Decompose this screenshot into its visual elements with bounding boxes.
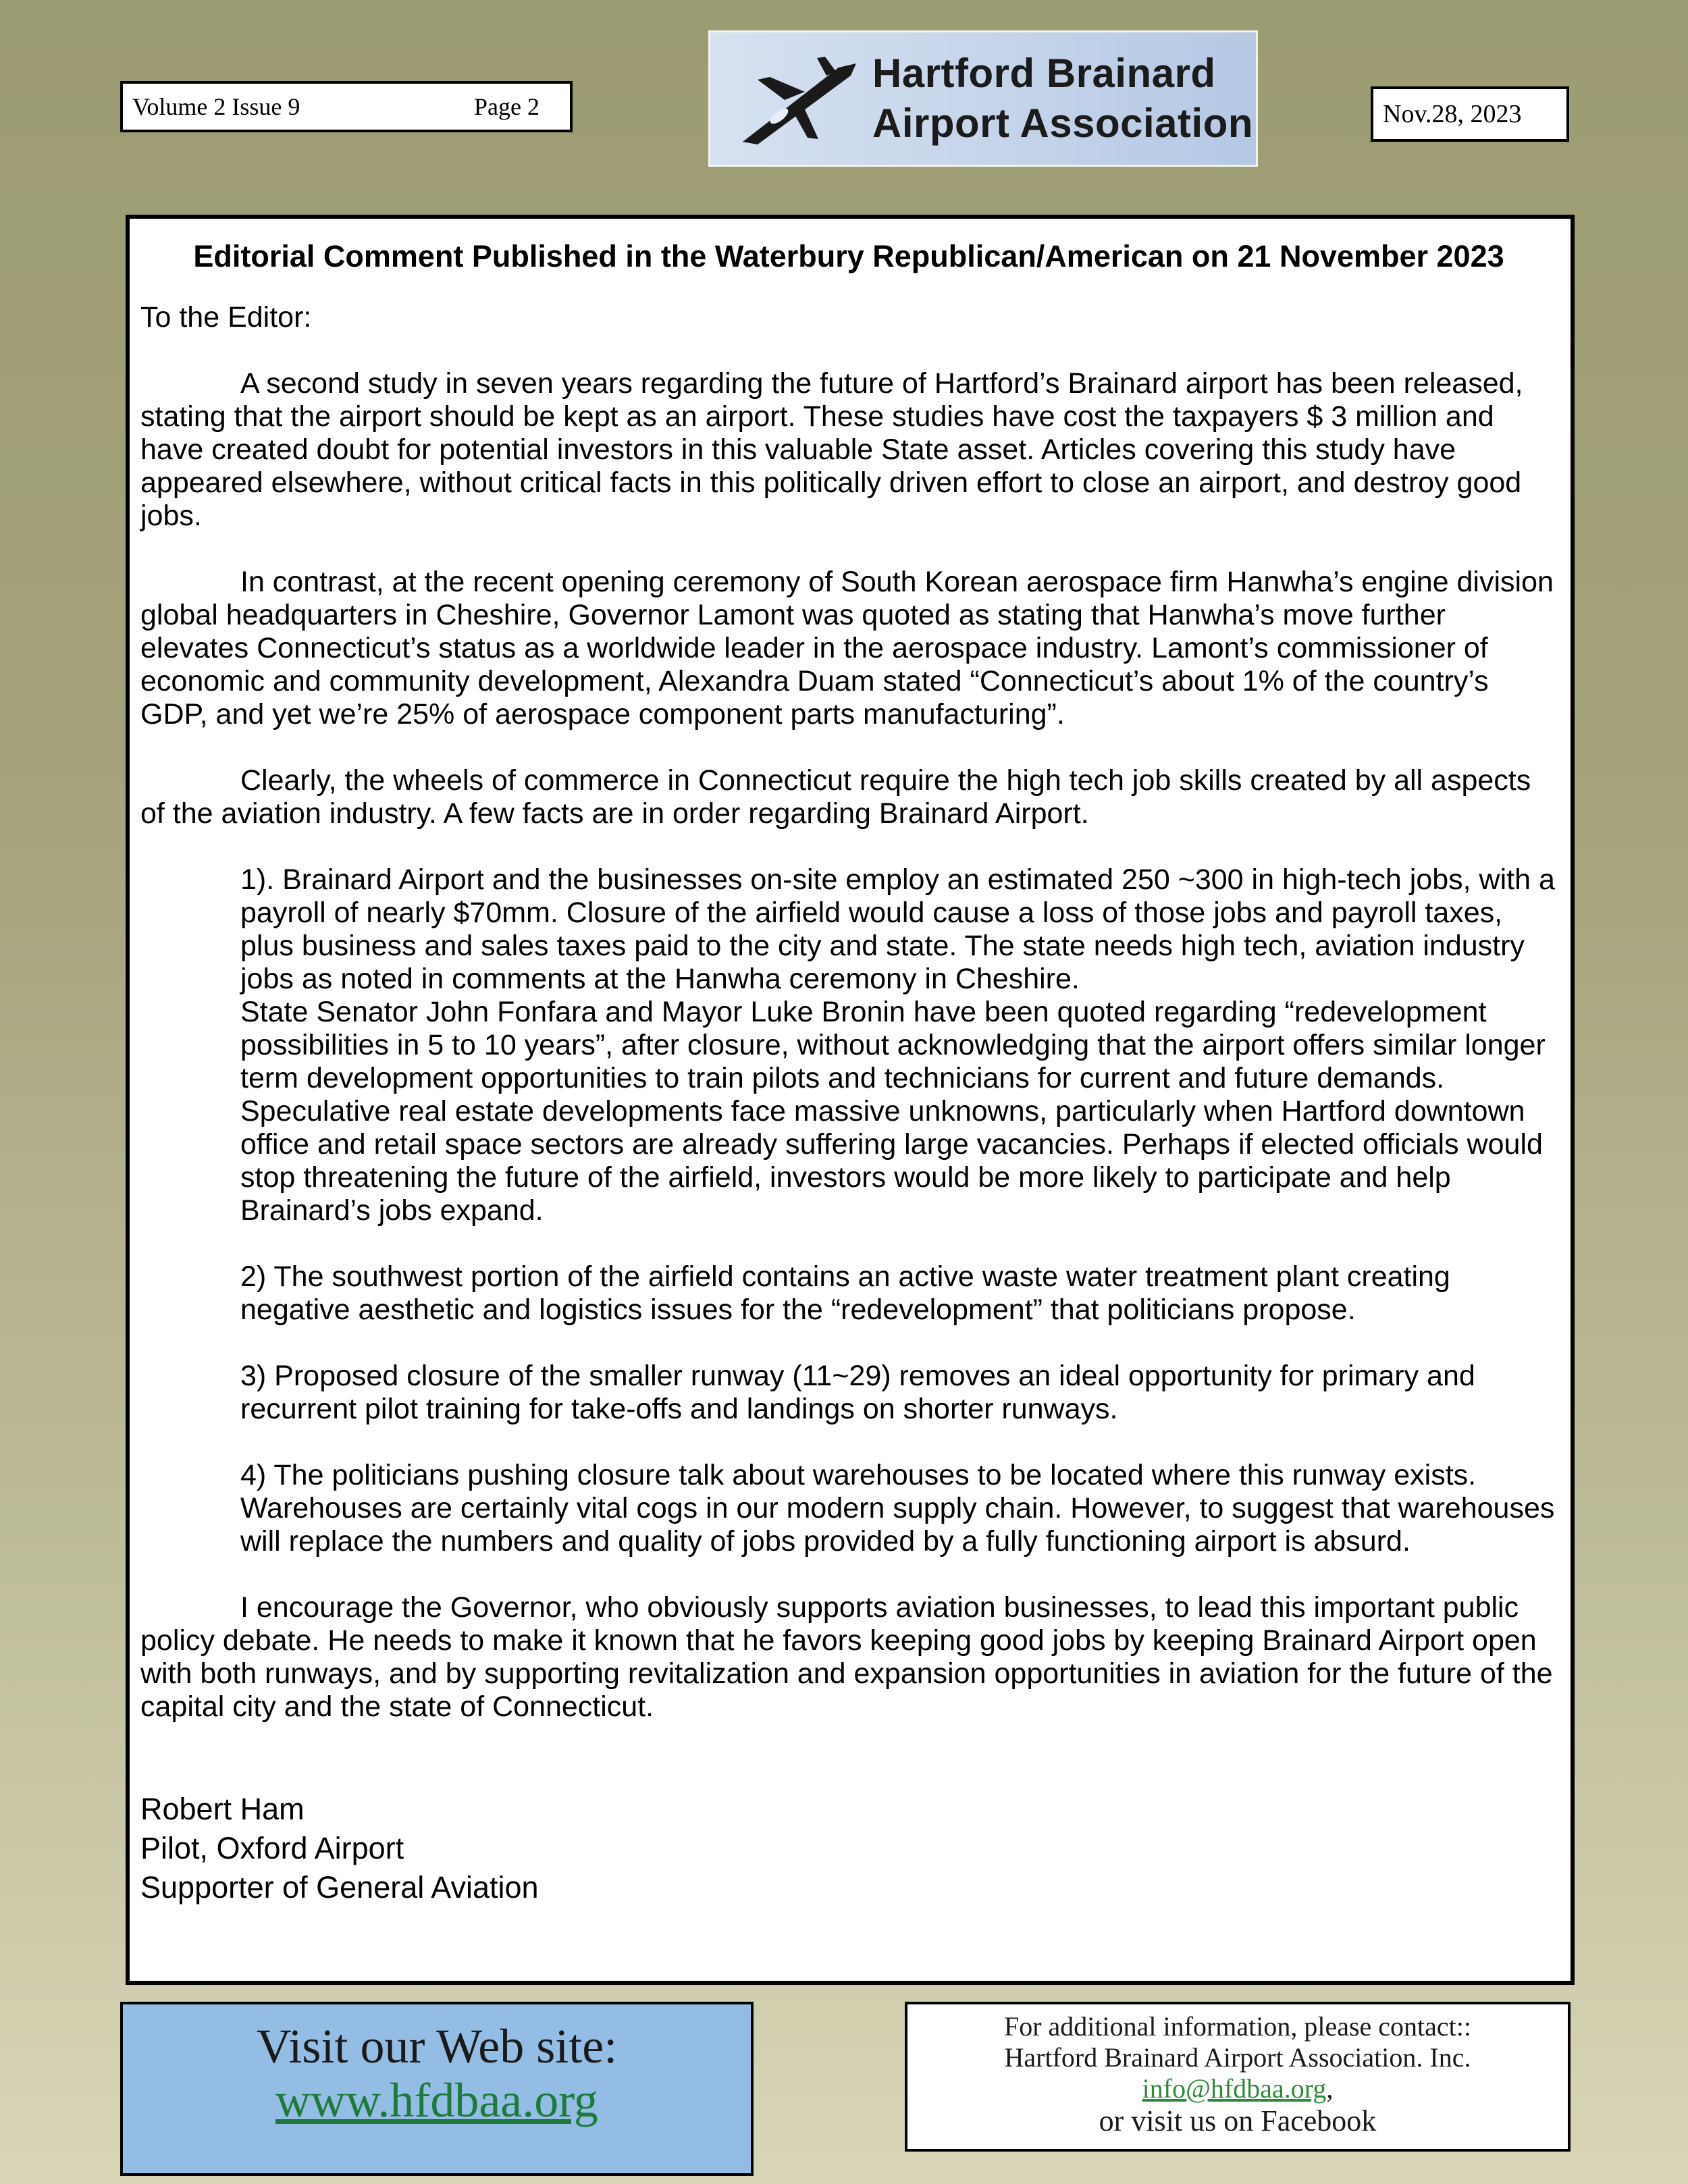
page-number: Page 2 <box>474 93 539 120</box>
point-1 <box>240 863 1557 1227</box>
website-link[interactable]: www.hfdbaa.org <box>275 2073 598 2127</box>
contact-organization: Hartford Brainard Airport Association. Inc. <box>1004 2042 1471 2073</box>
signature-block <box>140 1790 1557 1907</box>
greeting: To the Editor: <box>140 301 312 334</box>
contact-email-comma: , <box>1326 2073 1334 2104</box>
closing-paragraph: I encourage the Governor, who obviously supports aviation businesses, to lead this important public policy debate. He needs to make it known that he favors keeping good jobs by keeping Brainard Airport open with both runways, and by supporting revitalization and expansion opportunities in aviation for the future of the capital city and the state of Connecticut. <box>140 1591 1553 1723</box>
signature-title: Pilot, Oxford Airport <box>140 1831 404 1865</box>
contact-box <box>905 2002 1571 2152</box>
jet-airplane-icon <box>737 53 866 147</box>
issue-date: Nov.28, 2023 <box>1383 100 1522 128</box>
contact-email-line <box>907 2073 1568 2104</box>
signature-affiliation: Supporter of General Aviation <box>140 1870 539 1905</box>
point-1-part-b: State Senator John Fonfara and Mayor Luke Bronin have been quoted regarding “redevelopment possibilities in 5 to 10 years”, after closure, without acknowledging that the airport offers similar longer term development opportunities to train pilots and technicians for current and future demands. Speculative real estate developments face massive unknowns, particularly when Hartford downtown office and retail space sectors are already suffering large vacancies. Perhaps if elected officials would stop threatening the future of the airfield, investors would be more likely to participate and help Brainard’s jobs expand. <box>240 996 1546 1227</box>
volume-issue: Volume 2 Issue 9 <box>132 93 300 120</box>
paragraph-1: A second study in seven years regarding the future of Hartford’s Brainard airport has been released, stating that the airport should be kept as an airport. These studies have cost the taxpayers $ 3 million and have created doubt for potential investors in this valuable State asset. Articles covering this study have appeared elsewhere, without critical facts in this politically driven effort to close an airport, and destroy good jobs. <box>140 367 1523 532</box>
date-box <box>1371 86 1569 142</box>
association-logo <box>710 32 1256 165</box>
website-label: Visit our Web site: <box>256 2019 618 2073</box>
article-title: Editorial Comment Published in the Waterbury Republican/American on 21 November 2023 <box>193 239 1504 273</box>
paragraph-2: In contrast, at the recent opening ceremony of South Korean aerospace firm Hanwha’s engine division global headquarters in Cheshire, Governor Lamont was quoted as stating that Hanwha’s move further elevates Connecticut’s status as a worldwide leader in the aerospace industry. Lamont’s commissioner of economic and community development, Alexandra Duam stated “Connecticut’s about 1% of the country’s GDP, and yet we’re 25% of aerospace component parts manufacturing”. <box>140 566 1554 730</box>
issue-info-box <box>120 81 573 132</box>
point-3: 3) Proposed closure of the smaller runway (11~29) removes an ideal opportunity for primary and recurrent pilot training for take-offs and landings on shorter runways. <box>240 1360 1475 1425</box>
website-box <box>120 2002 754 2176</box>
contact-intro: For additional information, please contact:: <box>1003 2011 1472 2042</box>
logo-text-line2: Airport Association <box>872 101 1254 146</box>
signature-name: Robert Ham <box>140 1792 305 1826</box>
point-4: 4) The politicians pushing closure talk about warehouses to be located where this runway exists. Warehouses are certainly vital cogs in our modern supply chain. However, to suggest that warehouses will replace the numbers and quality of jobs provided by a fully functioning airport is absurd. <box>240 1459 1555 1557</box>
logo-text-line1: Hartford Brainard <box>872 51 1216 96</box>
contact-facebook: or visit us on Facebook <box>1099 2104 1377 2137</box>
point-2: 2) The southwest portion of the airfield contains an active waste water treatment plant creating negative aesthetic and logistics issues for the “redevelopment” that politicians propose. <box>240 1260 1450 1326</box>
paragraph-3: Clearly, the wheels of commerce in Connecticut require the high tech job skills created by all aspects of the aviation industry. A few facts are in order regarding Brainard Airport. <box>140 764 1531 830</box>
editorial-article <box>126 215 1575 1985</box>
contact-email-link[interactable]: info@hfdbaa.org <box>1142 2073 1327 2104</box>
point-1-part-a: 1). Brainard Airport and the businesses on-site employ an estimated 250 ~300 in high-tech jobs, with a payroll of nearly $70mm. Closure of the airfield would cause a loss of those jobs and payroll taxes, plus business and sales taxes paid to the city and state. The state needs high tech, aviation industry jobs as noted in comments at the Hanwha ceremony in Cheshire. <box>240 863 1555 995</box>
